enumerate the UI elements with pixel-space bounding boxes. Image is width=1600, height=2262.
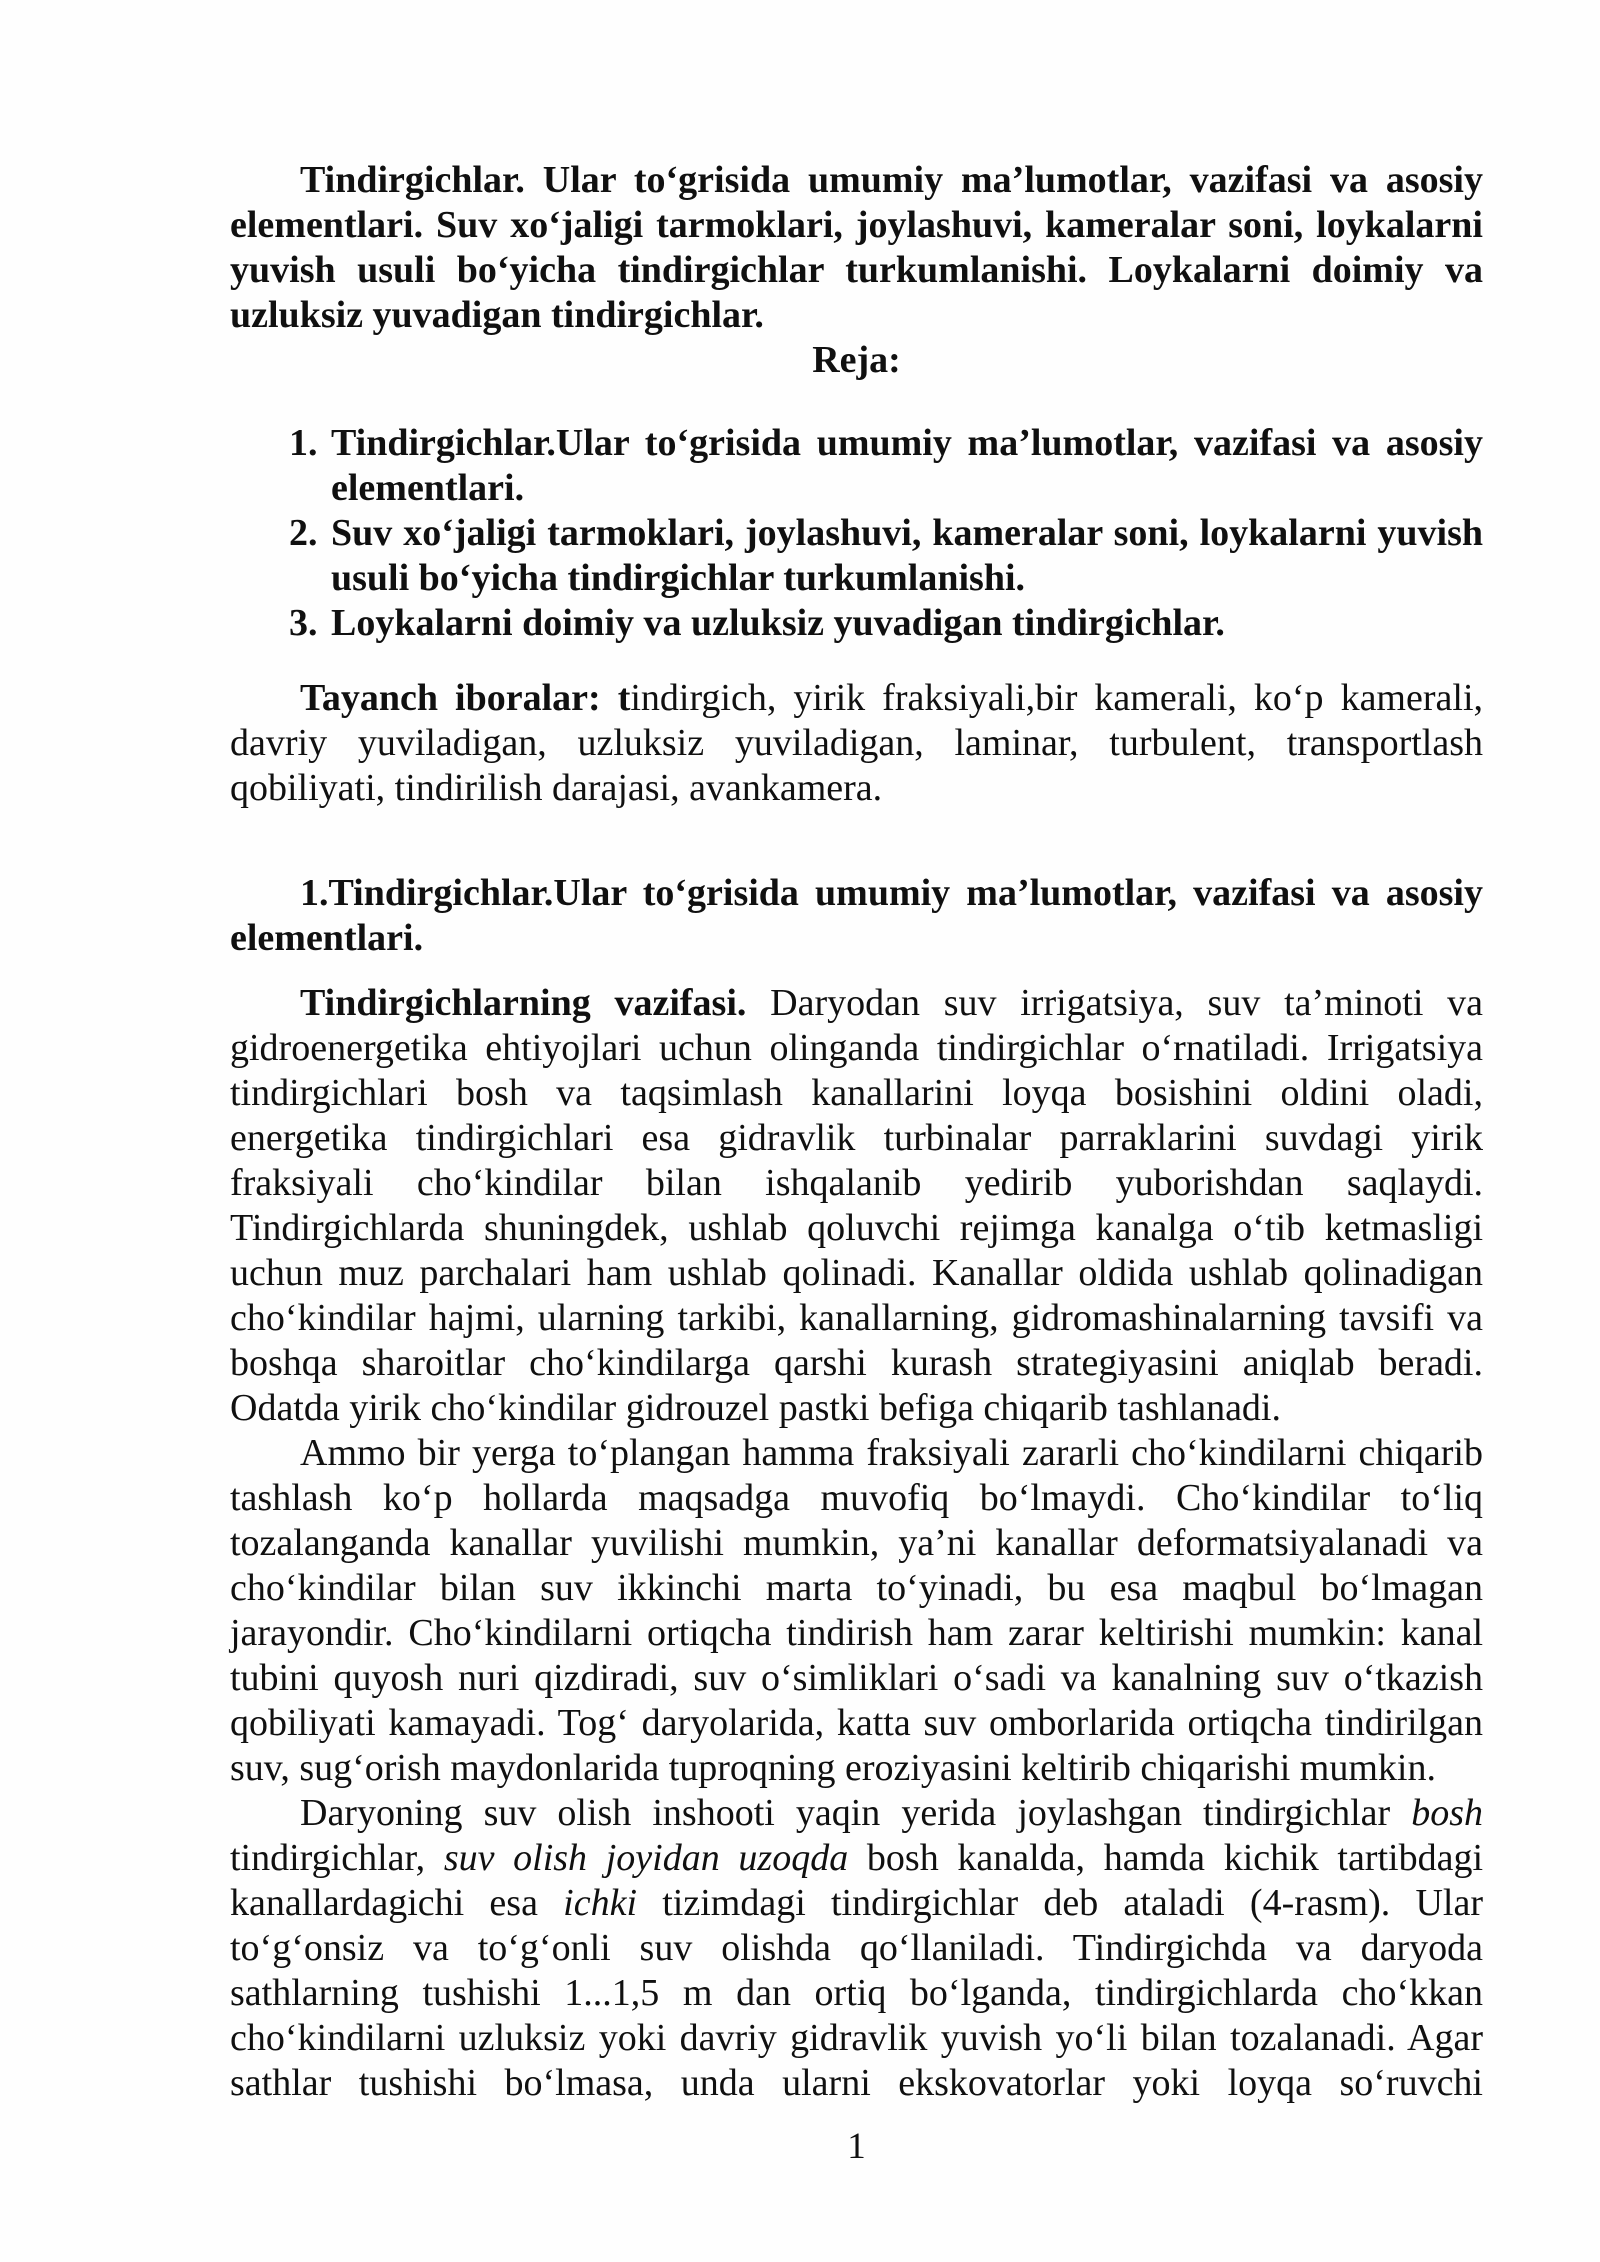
title-paragraph (230, 158, 1483, 338)
text-segment: Daryoning suv olish inshooti yaqin yerida joylashgan tindirgichlar (300, 1792, 1412, 1834)
text-segment: suv olish joyidan uzoqda (443, 1837, 849, 1879)
list-item (327, 511, 1483, 601)
text-segment: Tindirgichlar. Ular to‘grisida umumiy ma’lumotlar, vazifasi va asosiy elementlari. Suv xo‘jaligi tarmoklari, joylashuvi, kameralar soni, loykalarni yuvish usuli bo‘yicha tindirgichlar turkumlanishi. Loykalarni doimiy va uzluksiz yuvadigan tindirgichlar. (230, 159, 1483, 336)
section-heading (230, 871, 1483, 961)
plan-list (230, 421, 1483, 646)
paragraph-ammo (230, 1431, 1483, 1791)
text-segment: Loykalarni doimiy va uzluksiz yuvadigan tindirgichlar. (331, 602, 1225, 644)
page-footer (230, 2124, 1483, 2169)
list-item (327, 601, 1483, 646)
text-segment: Ammo bir yerga to‘plangan hamma fraksiyali zararli cho‘kindilarni chiqarib tashlash ko‘p hollarda maqsadga muvofiq bo‘lmaydi. Cho‘kindilar to‘liq tozalanganda kanallar yuvilishi mumkin, ya’ni kanallar deformatsiyalanadi va cho‘kindilar bilan suv ikkinchi marta to‘yinadi, bu esa maqbul bo‘lmagan jarayondir. Cho‘kindilarni ortiqcha tindirish ham zarar keltirishi mumkin: kanal tubini quyosh nuri qizdiradi, suv o‘simliklari o‘sadi va kanalning suv o‘tkazish qobiliyati kamayadi. Tog‘ daryolarida, katta suv omborlarida ortiqcha tindirilgan suv, sug‘orish maydonlarida tuproqning eroziyasini keltirib chiqarishi mumkin. (230, 1432, 1483, 1789)
text-segment: bosh kanalda, hamda kichik tartibdagi kanallardagichi esa (230, 1837, 1483, 1924)
text-segment: Tindirgichlarning vazifasi. (300, 982, 747, 1024)
text-segment: bosh (1411, 1792, 1483, 1834)
text-segment: indirgich, yirik fraksiyali,bir kamerali, ko‘p kamerali, davriy yuviladigan, uzluksiz yuviladigan, laminar, turbulent, transportlash qobiliyati, tindirilish darajasi, avankamera. (230, 677, 1483, 809)
text-segment: Suv xo‘jaligi tarmoklari, joylashuvi, kameralar soni, loykalarni yuvish usuli bo‘yicha tindirgichlar turkumlanishi. (331, 512, 1483, 599)
text-segment: Tayanch iboralar: t (300, 677, 631, 719)
key-terms-paragraph (230, 676, 1483, 811)
reja-heading (230, 338, 1483, 383)
paragraph-vazifasi (230, 981, 1483, 1431)
text-segment: 1.Tindirgichlar.Ular to‘grisida umumiy ma’lumotlar, vazifasi va asosiy elementlari. (230, 872, 1483, 959)
text-segment: Tindirgichlar.Ular to‘grisida umumiy ma’lumotlar, vazifasi va asosiy elementlari. (331, 422, 1483, 509)
list-item (327, 421, 1483, 511)
text-column (230, 158, 1483, 2106)
text-segment: Reja: (812, 339, 901, 381)
text-segment: ichki (563, 1882, 638, 1924)
text-segment: tindirgichlar, (230, 1837, 444, 1879)
text-segment: Daryodan suv irrigatsiya, suv ta’minoti va gidroenergetika ehtiyojlari uchun olinganda tindirgichlar o‘rnatiladi. Irrigatsiya tindirgichlari bosh va taqsimlash kanallarini loyqa bosishini oldini oladi, energetika tindirgichlari esa gidravlik turbinalar parraklarini suvdagi yirik fraksiyali cho‘kindilar bilan ishqalanib yedirib yuborishdan saqlaydi. Tindirgichlarda shuningdek, ushlab qoluvchi rejimga kanalga o‘tib ketmasligi uchun muz parchalari ham ushlab qolinadi. Kanallar oldida ushlab qolinadigan cho‘kindilar hajmi, ularning tarkibi, kanallarning, gidromashinalarning tavsifi va boshqa sharoitlar cho‘kindilarga qarshi kurash strategiyasini aniqlab beradi. Odatda yirik cho‘kindilar gidrouzel pastki befiga chiqarib tashlanadi. (230, 982, 1484, 1429)
paragraph-daryoning (230, 1791, 1483, 2106)
text-segment: tizimdagi tindirgichlar deb ataladi (4-rasm). Ular to‘g‘onsiz va to‘g‘onli suv olishda qo‘llaniladi. Tindirgichda va daryoda sathlarning tushishi 1...1,5 m dan ortiq bo‘lganda, tindirgichlarda cho‘kkan cho‘kindilarni uzluksiz yoki davriy gidravlik yuvish yo‘li bilan tozalanadi. Agar sathlar tushishi bo‘lmasa, unda ularni ekskovatorlar yoki loyqa so‘ruvchi (230, 1882, 1483, 2104)
page-number: 1 (847, 2126, 866, 2167)
